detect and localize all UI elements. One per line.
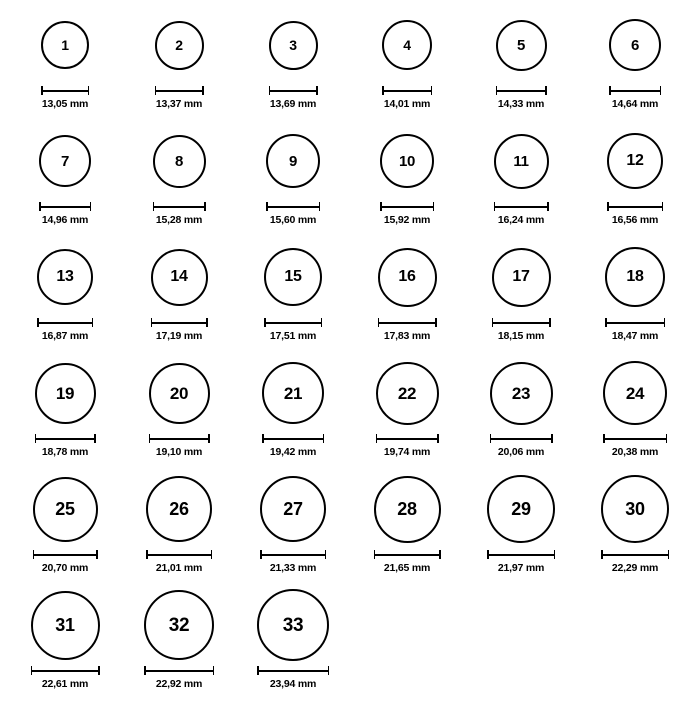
ring-circle-wrap	[603, 354, 667, 432]
ring-measure	[609, 86, 661, 110]
ring-measure	[490, 434, 553, 458]
caliper-icon	[378, 318, 437, 327]
ring-size-number: 1	[61, 37, 69, 53]
ring-measure	[607, 202, 663, 226]
caliper-icon	[487, 550, 555, 559]
ring-size-item	[464, 470, 578, 586]
ring-diameter-label: 16,87 mm	[41, 330, 89, 342]
ring-size-item	[236, 6, 350, 122]
ring-measure	[376, 434, 439, 458]
ring-circle-wrap	[487, 470, 555, 548]
ring-measure	[262, 434, 324, 458]
ring-circle-wrap	[376, 354, 439, 432]
ring-size-number: 23	[511, 383, 531, 403]
ring-measure	[39, 202, 91, 226]
caliper-icon	[35, 434, 96, 443]
ring-size-item	[350, 6, 464, 122]
ring-size-number: 21	[283, 383, 303, 403]
caliper-icon	[382, 86, 432, 95]
ring-size-number: 11	[513, 152, 529, 170]
ring-circle-icon	[494, 134, 549, 189]
ring-size-number: 3	[289, 37, 297, 53]
ring-measure	[146, 550, 212, 574]
caliper-icon	[155, 86, 204, 95]
ring-size-number: 8	[174, 152, 184, 170]
ring-diameter-label: 13,69 mm	[269, 98, 317, 110]
ring-size-item	[236, 122, 350, 238]
ring-size-number: 32	[168, 614, 190, 636]
ring-circle-icon	[269, 21, 318, 70]
ring-circle-icon	[487, 475, 555, 543]
ring-diameter-label: 19,10 mm	[155, 446, 203, 458]
ring-diameter-label: 20,70 mm	[41, 562, 89, 574]
ring-diameter-label: 17,19 mm	[155, 330, 203, 342]
caliper-icon	[494, 202, 549, 211]
ring-measure	[603, 434, 667, 458]
caliper-icon	[262, 434, 324, 443]
ring-diameter-label: 13,05 mm	[41, 98, 89, 110]
ring-size-number: 17	[512, 268, 530, 285]
ring-diameter-label: 21,01 mm	[155, 562, 203, 574]
ring-size-number: 14	[170, 268, 188, 285]
ring-size-item	[236, 238, 350, 354]
ring-circle-wrap	[41, 6, 89, 84]
ring-diameter-label: 22,92 mm	[155, 678, 203, 690]
caliper-icon	[257, 666, 329, 675]
ring-circle-wrap	[37, 238, 93, 316]
ring-circle-wrap	[153, 122, 206, 200]
ring-size-number: 25	[55, 499, 75, 519]
ring-circle-icon	[264, 248, 322, 306]
ring-size-item	[464, 122, 578, 238]
ring-size-number: 18	[626, 268, 644, 285]
ring-measure	[33, 550, 98, 574]
ring-diameter-label: 23,94 mm	[269, 678, 317, 690]
ring-measure	[492, 318, 551, 342]
ring-circle-wrap	[382, 6, 432, 84]
caliper-icon	[496, 86, 547, 95]
ring-size-number: 31	[55, 615, 75, 635]
caliper-icon	[31, 666, 100, 675]
ring-circle-icon	[601, 475, 669, 543]
ring-diameter-label: 22,61 mm	[41, 678, 89, 690]
ring-size-item	[122, 354, 236, 470]
ring-measure	[155, 86, 204, 110]
ring-circle-icon	[378, 248, 437, 307]
ring-measure	[144, 666, 214, 690]
ring-circle-wrap	[269, 6, 318, 84]
ring-diameter-label: 14,96 mm	[41, 214, 89, 226]
ring-size-number: 5	[516, 36, 526, 54]
ring-circle-icon	[374, 476, 441, 543]
ring-size-number: 24	[625, 383, 645, 403]
ring-size-number: 33	[282, 614, 304, 636]
ring-circle-icon	[146, 476, 212, 542]
ring-circle-icon	[603, 361, 667, 425]
ring-circle-wrap	[146, 470, 212, 548]
ring-size-item	[464, 238, 578, 354]
ring-size-item	[578, 122, 692, 238]
ring-measure	[269, 86, 318, 110]
ring-circle-icon	[144, 590, 214, 660]
ring-size-item	[8, 238, 122, 354]
ring-circle-icon	[490, 362, 553, 425]
ring-size-number: 6	[630, 36, 640, 54]
ring-circle-wrap	[257, 586, 329, 664]
ring-size-number: 7	[60, 152, 70, 170]
ring-size-item	[350, 238, 464, 354]
ring-size-number: 20	[169, 383, 189, 403]
ring-size-item	[122, 586, 236, 702]
caliper-icon	[269, 86, 318, 95]
caliper-icon	[33, 550, 98, 559]
ring-circle-wrap	[490, 354, 553, 432]
caliper-icon	[601, 550, 669, 559]
ring-diameter-label: 18,15 mm	[497, 330, 545, 342]
caliper-icon	[260, 550, 326, 559]
ring-size-item	[8, 586, 122, 702]
caliper-icon	[153, 202, 206, 211]
ring-circle-wrap	[492, 238, 551, 316]
ring-measure	[153, 202, 206, 226]
ring-size-item	[122, 470, 236, 586]
ring-size-number: 16	[398, 268, 416, 285]
ring-circle-icon	[607, 133, 663, 189]
ring-diameter-label: 21,33 mm	[269, 562, 317, 574]
ring-measure	[382, 86, 432, 110]
ring-circle-icon	[33, 477, 98, 542]
ring-diameter-label: 14,01 mm	[383, 98, 431, 110]
caliper-icon	[144, 666, 214, 675]
ring-size-number: 30	[625, 499, 645, 519]
ring-diameter-label: 21,65 mm	[383, 562, 431, 574]
ring-circle-icon	[376, 362, 439, 425]
ring-diameter-label: 17,51 mm	[269, 330, 317, 342]
ring-diameter-label: 14,64 mm	[611, 98, 659, 110]
ring-circle-icon	[260, 476, 326, 542]
ring-diameter-label: 20,06 mm	[497, 446, 545, 458]
ring-circle-wrap	[31, 586, 100, 664]
caliper-icon	[41, 86, 89, 95]
ring-size-item	[350, 122, 464, 238]
ring-size-number: 2	[175, 37, 183, 53]
ring-diameter-label: 16,24 mm	[497, 214, 545, 226]
ring-measure	[264, 318, 322, 342]
caliper-icon	[266, 202, 320, 211]
ring-circle-wrap	[264, 238, 322, 316]
ring-measure	[494, 202, 549, 226]
ring-measure	[37, 318, 93, 342]
ring-size-item	[122, 6, 236, 122]
ring-circle-icon	[492, 248, 551, 307]
ring-circle-icon	[605, 247, 665, 307]
ring-circle-wrap	[266, 122, 320, 200]
caliper-icon	[264, 318, 322, 327]
ring-diameter-label: 22,29 mm	[611, 562, 659, 574]
ring-circle-icon	[31, 591, 100, 660]
caliper-icon	[492, 318, 551, 327]
ring-size-item	[350, 470, 464, 586]
ring-circle-icon	[37, 249, 93, 305]
ring-circle-wrap	[144, 586, 214, 664]
ring-size-number: 4	[403, 37, 411, 53]
ring-diameter-label: 16,56 mm	[611, 214, 659, 226]
ring-size-item	[236, 470, 350, 586]
ring-circle-icon	[151, 249, 208, 306]
ring-size-item	[122, 238, 236, 354]
ring-measure	[149, 434, 210, 458]
ring-diameter-label: 19,74 mm	[383, 446, 431, 458]
ring-circle-icon	[39, 135, 91, 187]
ring-size-item	[578, 470, 692, 586]
ring-size-item	[578, 354, 692, 470]
ring-circle-icon	[155, 21, 204, 70]
caliper-icon	[151, 318, 208, 327]
ring-size-number: 29	[511, 499, 531, 519]
ring-size-number: 13	[56, 268, 74, 285]
ring-size-number: 12	[626, 152, 644, 169]
caliper-icon	[490, 434, 553, 443]
ring-size-number: 15	[284, 268, 302, 285]
ring-diameter-label: 15,92 mm	[383, 214, 431, 226]
ring-measure	[151, 318, 208, 342]
caliper-icon	[603, 434, 667, 443]
ring-circle-icon	[257, 589, 329, 661]
ring-measure	[260, 550, 326, 574]
ring-measure	[487, 550, 555, 574]
ring-size-number: 28	[397, 499, 417, 519]
ring-diameter-label: 13,37 mm	[155, 98, 203, 110]
ring-circle-wrap	[151, 238, 208, 316]
ring-diameter-label: 15,28 mm	[155, 214, 203, 226]
ring-circle-icon	[609, 19, 661, 71]
ring-size-item	[236, 354, 350, 470]
ring-size-number: 10	[398, 152, 416, 170]
caliper-icon	[149, 434, 210, 443]
ring-size-item	[350, 354, 464, 470]
caliper-icon	[39, 202, 91, 211]
ring-circle-wrap	[605, 238, 665, 316]
ring-circle-icon	[35, 363, 96, 424]
ring-circle-wrap	[609, 6, 661, 84]
ring-size-item	[464, 6, 578, 122]
ring-circle-icon	[380, 134, 434, 188]
ring-diameter-label: 20,38 mm	[611, 446, 659, 458]
ring-circle-icon	[382, 20, 432, 70]
ring-circle-icon	[266, 134, 320, 188]
caliper-icon	[374, 550, 441, 559]
ring-circle-wrap	[155, 6, 204, 84]
ring-circle-wrap	[496, 6, 547, 84]
caliper-icon	[37, 318, 93, 327]
ring-diameter-label: 18,78 mm	[41, 446, 89, 458]
ring-circle-wrap	[262, 354, 324, 432]
ring-circle-wrap	[380, 122, 434, 200]
caliper-icon	[376, 434, 439, 443]
ring-circle-icon	[153, 135, 206, 188]
ring-measure	[374, 550, 441, 574]
ring-circle-icon	[496, 20, 547, 71]
ring-size-item	[122, 122, 236, 238]
ring-circle-wrap	[378, 238, 437, 316]
ring-measure	[257, 666, 329, 690]
ring-size-item	[8, 470, 122, 586]
caliper-icon	[605, 318, 665, 327]
ring-size-number: 22	[397, 383, 417, 403]
ring-size-number: 9	[288, 152, 298, 170]
caliper-icon	[380, 202, 434, 211]
ring-measure	[496, 86, 547, 110]
ring-size-number: 27	[283, 499, 303, 519]
ring-circle-wrap	[33, 470, 98, 548]
ring-size-number: 19	[55, 383, 75, 403]
ring-circle-icon	[149, 363, 210, 424]
ring-circle-wrap	[374, 470, 441, 548]
ring-size-item	[8, 354, 122, 470]
caliper-icon	[607, 202, 663, 211]
ring-circle-icon	[262, 362, 324, 424]
ring-measure	[266, 202, 320, 226]
ring-measure	[31, 666, 100, 690]
caliper-icon	[609, 86, 661, 95]
ring-diameter-label: 17,83 mm	[383, 330, 431, 342]
ring-size-number: 26	[169, 499, 189, 519]
ring-diameter-label: 15,60 mm	[269, 214, 317, 226]
ring-diameter-label: 19,42 mm	[269, 446, 317, 458]
caliper-icon	[146, 550, 212, 559]
ring-size-item	[8, 122, 122, 238]
ring-size-item	[236, 586, 350, 702]
ring-circle-wrap	[39, 122, 91, 200]
ring-circle-icon	[41, 21, 89, 69]
ring-measure	[378, 318, 437, 342]
ring-diameter-label: 14,33 mm	[497, 98, 545, 110]
ring-measure	[35, 434, 96, 458]
ring-size-item	[578, 238, 692, 354]
ring-diameter-label: 21,97 mm	[497, 562, 545, 574]
ring-measure	[41, 86, 89, 110]
ring-size-grid	[8, 6, 692, 702]
ring-circle-wrap	[149, 354, 210, 432]
ring-size-item	[578, 6, 692, 122]
ring-size-item	[8, 6, 122, 122]
ring-circle-wrap	[494, 122, 549, 200]
ring-size-item	[464, 354, 578, 470]
ring-circle-wrap	[601, 470, 669, 548]
ring-diameter-label: 18,47 mm	[611, 330, 659, 342]
ring-measure	[605, 318, 665, 342]
ring-circle-wrap	[35, 354, 96, 432]
ring-circle-wrap	[607, 122, 663, 200]
ring-measure	[380, 202, 434, 226]
ring-measure	[601, 550, 669, 574]
ring-circle-wrap	[260, 470, 326, 548]
